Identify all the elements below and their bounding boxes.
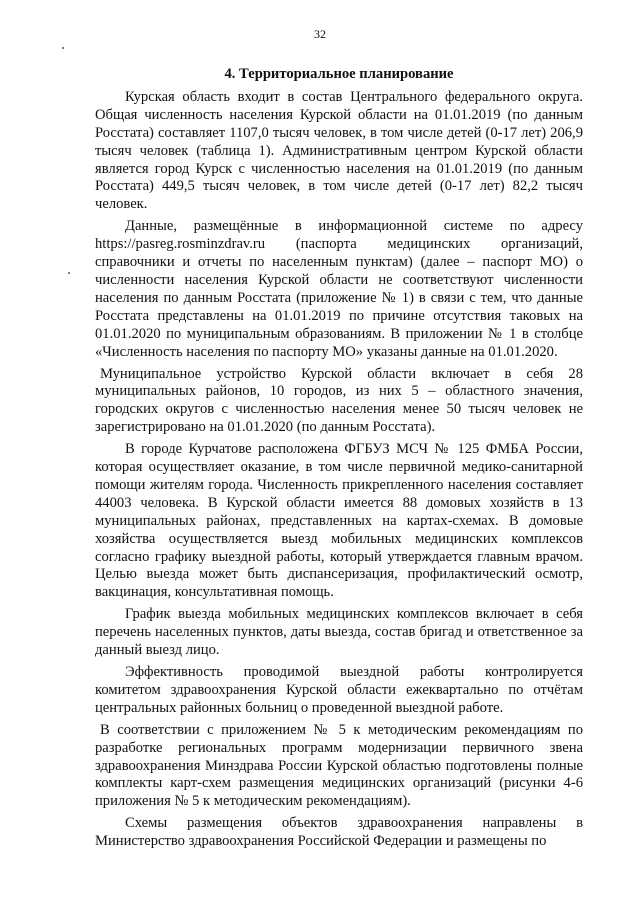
paragraph-kurchatov: В городе Курчатове расположена ФГБУЗ МСЧ № 125 ФМБА России, которая осуществляет оказание, в том числе первичной медико-санитарной помощи жителям города. Численность прикрепленного населения составляет 44003 человека. В Курской области имеется 88 домовых хозяйств в 13 муниципальных районах, представленных на картах-схемах. В домовые хозяйства осуществляется выезд мобильных медицинских комплексов согласно графику выездной работы, который утверждается главным врачом. Целью выезда может быть диспансеризация, профилактический осмотр, вакцинация, консультативная помощь. (95, 441, 583, 601)
document-body (95, 66, 583, 855)
page-number: 32 (314, 27, 326, 41)
paragraph-efficiency: Эффективность проводимой выездной работы контролируется комитетом здравоохранения Курской области ежеквартально по отчётам центральных районных больниц о проведенной выездной работе. (95, 664, 583, 716)
scan-speck (68, 272, 70, 274)
paragraph-passport-data: Данные, размещённые в информационной системе по адресу https://pasreg.rosminzdrav.ru (паспорта медицинских организаций, справочники и отчеты по населенным пунктам) (далее – паспорт МО) о численности населения Курской области не соответствуют численности населения по данным Росстата (приложение № 1) в связи с тем, что данные Росстата представлены на 01.01.2019 по причине отсутствия таковых на 01.01.2020 по муниципальным образованиям. В приложении № 1 в столбце «Численность населения по паспорту МО» указаны данные на 01.01.2020. (95, 218, 583, 360)
paragraph-municipal-structure: Муниципальное устройство Курской области включает в себя 28 муниципальных районов, 10 городов, из них 5 – областного значения, городских округов с численностью населения менее 50 тысяч человек не зарегистрировано на 01.01.2020 (по данным Росстата). (95, 365, 583, 436)
paragraph-mobile-schedule: График выезда мобильных медицинских комплексов включает в себя перечень населенных пунктов, даты выезда, состав бригад и ответственное за данный выезд лицо. (95, 606, 583, 659)
section-heading: 4. Территориальное планирование (224, 66, 454, 82)
paragraph-schemes: Схемы размещения объектов здравоохранения направлены в Министерство здравоохранения Российской Федерации и размещены по (95, 815, 583, 850)
paragraph-appendix-5: В соответствии с приложением № 5 к методическим рекомендациям по разработке региональных программ модернизации первичного звена здравоохранения Минздрава России Курской областью подготовлены полные комплекты карт-схем размещения медицинских организаций (рисунки 4-6 приложения № 5 к методическим рекомендациям). (95, 721, 583, 810)
scan-speck (62, 47, 64, 49)
paragraph-population: Курская область входит в состав Центрального федерального округа. Общая численность населения Курской области на 01.01.2019 (по данным Росстата) составляет 1107,0 тысяч человек, в том числе детей (0-17 лет) 206,9 тысяч человек (таблица 1). Административным центром Курской области является город Курск с численностью населения на 01.01.2019 (по данным Росстата) 449,5 тысяч человек, в том числе детей (0-17 лет) 82,2 тысяч человек. (95, 88, 583, 213)
